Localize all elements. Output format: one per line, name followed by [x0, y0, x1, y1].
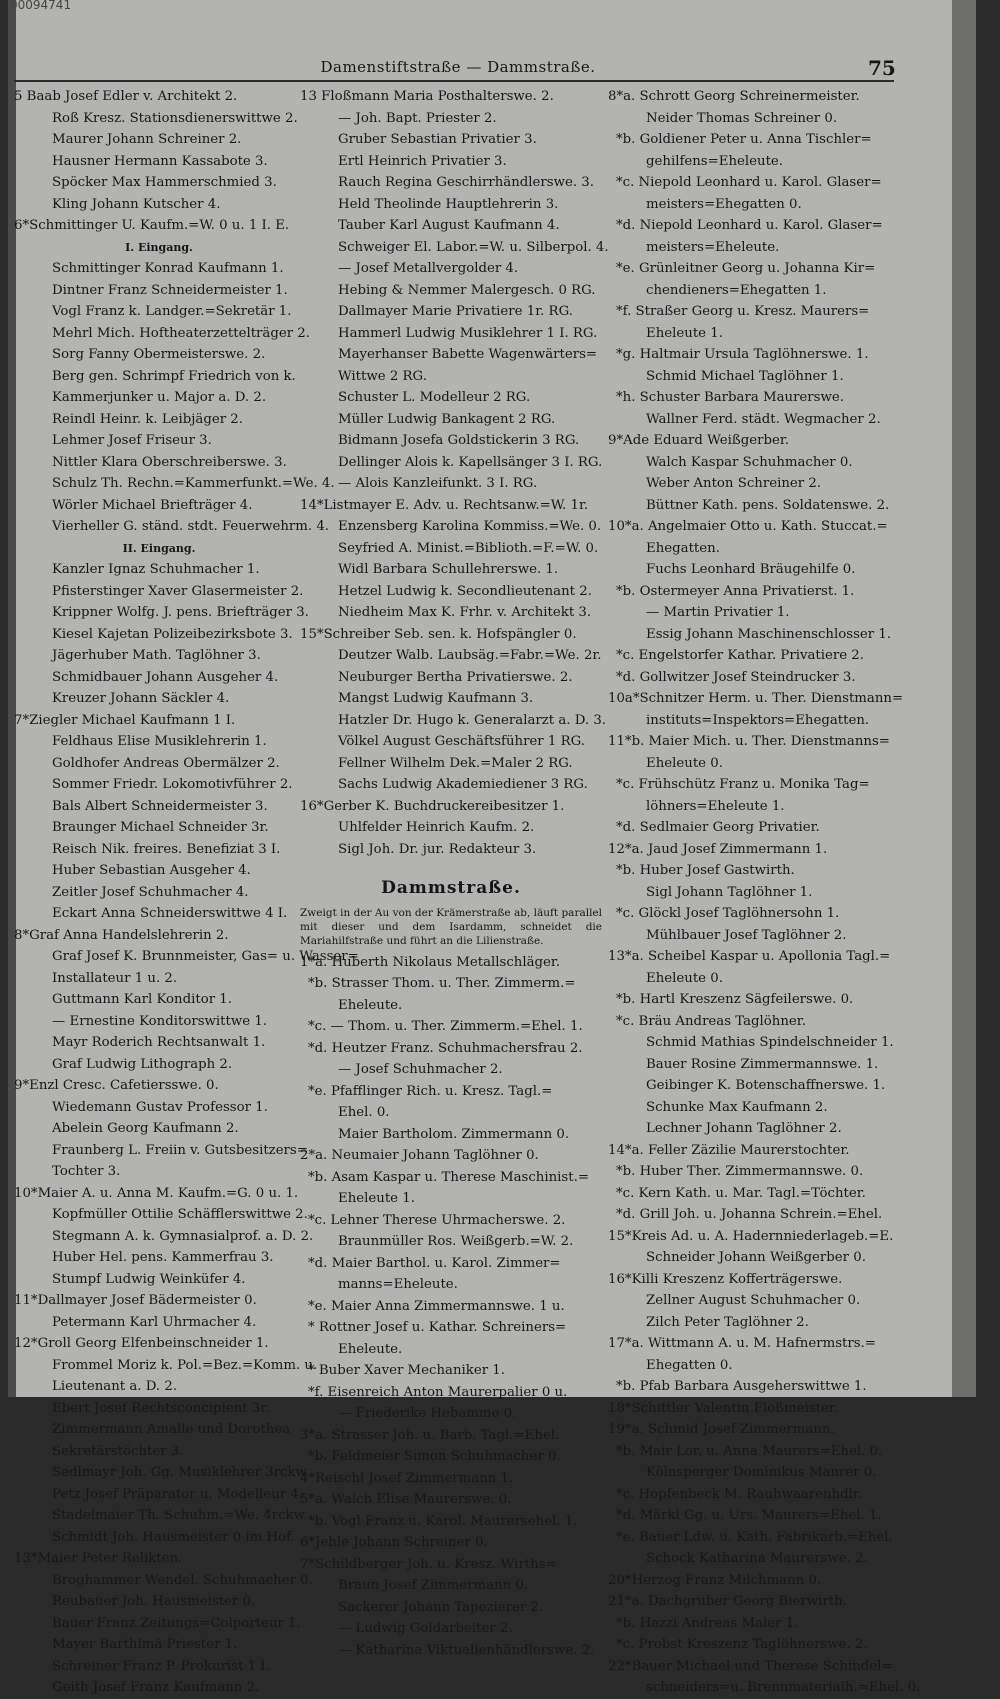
directory-entry: Essig Johann Maschinenschlosser 1. — [646, 626, 892, 642]
directory-entry: Fuchs Leonhard Bräugehilfe 0. — [646, 562, 856, 577]
directory-entry: Bals Albert Schneidermeister 3. — [52, 798, 268, 814]
directory-entry: 7*Schildberger Joh. u. Kresz. Wirths= — [300, 1556, 557, 1572]
column-2-bottom — [300, 952, 602, 1662]
directory-entry: *c. Frühschütz Franz u. Monika Tag= — [616, 777, 870, 792]
directory-entry: Ehegatten. — [646, 540, 720, 556]
directory-entry: Wittwe 2 RG. — [338, 368, 427, 384]
directory-entry: Ehegatten 0. — [646, 1357, 733, 1373]
directory-entry: Eheleute 1. — [338, 1191, 415, 1206]
directory-entry: Völkel August Geschäftsführer 1 RG. — [338, 734, 585, 749]
directory-entry: Braunmüller Ros. Weißgerb.=W. 2. — [338, 1234, 574, 1249]
directory-entry: *d. Grill Joh. u. Johanna Schrein.=Ehel. — [616, 1207, 883, 1222]
running-head: Damenstiftstraße — Dammstraße. — [320, 58, 596, 76]
street-title: Dammstraße. — [381, 878, 521, 898]
directory-entry: *h. Schuster Barbara Maurerswe. — [616, 390, 844, 405]
directory-entry: 18*Schittler Valentin Floßmeister. — [608, 1400, 838, 1416]
directory-entry: Kreuzer Johann Säckler 4. — [52, 691, 230, 706]
directory-entry: Maurer Johann Schreiner 2. — [52, 132, 242, 147]
directory-entry: Wallner Ferd. städt. Wegmacher 2. — [646, 411, 881, 427]
entrance-heading: II. Eingang. — [122, 541, 196, 555]
directory-entry: 7*Ziegler Michael Kaufmann 1 I. — [14, 712, 236, 728]
directory-entry: *b. Mair Lor. u. Anna Maurers=Ehel. 0. — [616, 1443, 883, 1459]
directory-entry: Goldhofer Andreas Obermälzer 2. — [52, 755, 280, 771]
directory-entry: 13 Floßmann Maria Posthalterswe. 2. — [300, 89, 554, 104]
directory-entry: Kling Johann Kutscher 4. — [52, 196, 221, 212]
directory-entry: Ertl Heinrich Privatier 3. — [338, 153, 507, 169]
directory-entry: Mehrl Mich. Hoftheaterzettelträger 2. — [52, 325, 310, 341]
directory-entry: Schuster L. Modelleur 2 RG. — [338, 390, 531, 405]
directory-entry: meisters=Ehegatten 0. — [646, 196, 802, 212]
directory-entry: Hatzler Dr. Hugo k. Generalarzt a. D. 3. — [338, 712, 607, 728]
directory-entry: *c. Probst Kreszenz Taglöhnerswe. 2. — [616, 1637, 868, 1652]
directory-entry: Walch Kaspar Schuhmacher 0. — [646, 454, 853, 470]
directory-entry: *c. Bräu Andreas Taglöhner. — [616, 1013, 806, 1029]
directory-entry: Installateur 1 u. 2. — [52, 970, 178, 986]
directory-entry: Krippner Wolfg. J. pens. Briefträger 3. — [52, 605, 309, 620]
directory-entry: — Joh. Bapt. Priester 2. — [338, 110, 497, 126]
directory-entry: 11*b. Maier Mich. u. Ther. Dienstmanns= — [608, 734, 890, 749]
directory-entry: Niedheim Max K. Frhr. v. Architekt 3. — [338, 605, 592, 620]
directory-entry: Kiesel Kajetan Polizeibezirksbote 3. — [52, 626, 293, 642]
directory-entry: 15*Schreiber Seb. sen. k. Hofspängler 0. — [300, 626, 577, 642]
directory-entry: Ehel. 0. — [338, 1105, 390, 1120]
directory-entry: instituts=Inspektors=Ehegatten. — [646, 712, 870, 728]
directory-entry: Eheleute 1. — [646, 325, 723, 341]
directory-entry: *e. Bauer Ldw. u. Kath. Fabrikarb.=Ehel. — [616, 1529, 893, 1545]
directory-entry: Eheleute. — [338, 1341, 403, 1357]
directory-entry: 10*Maier A. u. Anna M. Kaufm.=G. 0 u. 1. — [14, 1185, 299, 1201]
directory-entry: Gruber Sebastian Privatier 3. — [338, 132, 537, 147]
directory-entry: Hammerl Ludwig Musiklehrer 1 I. RG. — [338, 325, 598, 341]
directory-entry: Stumpf Ludwig Weinküfer 4. — [52, 1271, 246, 1287]
directory-entry: 3*a. Strasser Joh. u. Barb. Tagl.=Ehel. — [300, 1427, 560, 1443]
directory-entry: Braun Josef Zimmermann 0. — [338, 1578, 529, 1593]
directory-entry: *b. Hartl Kreszenz Sägfeilerswe. 0. — [616, 992, 854, 1007]
directory-entry: 20*Herzog Franz Milchmann 0. — [608, 1572, 822, 1588]
column-3 — [608, 86, 921, 1699]
directory-entry: Petz Josef Präparator u. Modelleur 4. — [52, 1486, 304, 1502]
directory-entry: Hebing & Nemmer Malergesch. 0 RG. — [338, 282, 596, 298]
directory-entry: Mayer Barthlmä Priester 1. — [52, 1637, 238, 1652]
directory-entry: Müller Ludwig Bankagent 2 RG. — [338, 411, 556, 427]
directory-entry: * Buber Xaver Mechaniker 1. — [308, 1363, 505, 1378]
directory-entry: *e. Pfafflinger Rich. u. Kresz. Tagl.= — [308, 1083, 553, 1099]
directory-entry: *c. Niepold Leonhard u. Karol. Glaser= — [616, 175, 882, 190]
directory-entry: Graf Ludwig Lithograph 2. — [52, 1056, 233, 1072]
directory-entry: *d. Maier Barthol. u. Karol. Zimmer= — [308, 1255, 561, 1271]
directory-entry: Wiedemann Gustav Professor 1. — [52, 1099, 268, 1115]
directory-entry: *b. Asam Kaspar u. Therese Maschinist.= — [308, 1169, 589, 1185]
column-2 — [300, 86, 609, 1661]
directory-entry: Uhlfelder Heinrich Kaufm. 2. — [338, 820, 535, 835]
directory-entry: Schneider Johann Weißgerber 0. — [646, 1250, 866, 1265]
directory-entry: *c. — Thom. u. Ther. Zimmerm.=Ehel. 1. — [308, 1019, 583, 1034]
directory-entry: Fellner Wilhelm Dek.=Maler 2 RG. — [338, 755, 573, 771]
directory-entry: Lehmer Josef Friseur 3. — [52, 433, 212, 448]
street-note: Zweigt in der Au von der Krämerstraße ab, läuft parallel mit dieser und dem Isardamm, schneidet die Mariahilfstraße und führt an die Lilienstraße. — [300, 906, 603, 947]
directory-entry: Kopfmüller Ottilie Schäfflerswittwe 2. — [52, 1207, 308, 1222]
directory-entry: 8*Graf Anna Handelslehrerin 2. — [14, 927, 229, 943]
directory-entry: Zilch Peter Taglöhner 2. — [646, 1314, 809, 1330]
directory-entry: Held Theolinde Hauptlehrerin 3. — [338, 196, 559, 212]
directory-entry: * Rottner Josef u. Kathar. Schreiners= — [308, 1320, 567, 1335]
directory-entry: 5*a. Walch Elise Maurerswe. 0. — [300, 1492, 512, 1507]
directory-entry: Kanzler Ignaz Schuhmacher 1. — [52, 562, 260, 577]
directory-entry: 16*Killi Kreszenz Kofferträgerswe. — [608, 1271, 843, 1287]
directory-entry: Abelein Georg Kaufmann 2. — [52, 1121, 239, 1136]
directory-entry: Sekretärstöchter 3. — [52, 1443, 184, 1459]
directory-entry: Neuburger Bertha Privatierswe. 2. — [338, 669, 573, 685]
directory-entry: Dallmayer Marie Privatiere 1r. RG. — [338, 304, 573, 319]
directory-entry: Schreiner Franz P. Prokurist 1 I. — [52, 1658, 270, 1674]
directory-entry: — Josef Metallvergolder 4. — [338, 261, 519, 276]
directory-entry: Neider Thomas Schreiner 0. — [646, 110, 838, 126]
header-rule — [14, 80, 894, 82]
directory-entry: Huber Hel. pens. Kammerfrau 3. — [52, 1250, 274, 1265]
page-id: 00094741 — [10, 0, 72, 12]
directory-entry: Reubauer Joh. Hausmeister 0. — [52, 1594, 256, 1609]
directory-entry: 14*a. Feller Zäzilie Maurerstochter. — [608, 1142, 850, 1158]
directory-entry: 10a*Schnitzer Herm. u. Ther. Dienstmann= — [608, 691, 904, 706]
directory-entry: Dintner Franz Schneidermeister 1. — [52, 282, 288, 298]
directory-entry: *b. Huber Josef Gastwirth. — [616, 863, 795, 878]
directory-entry: *d. Märkl Gg. u. Urs. Maurers=Ehel. 1. — [616, 1508, 882, 1523]
directory-entry: gehilfens=Eheleute. — [646, 153, 784, 169]
directory-entry: Lechner Johann Taglöhner 2. — [646, 1121, 842, 1136]
directory-entry: Reisch Nik. freires. Benefiziat 3 I. — [52, 841, 281, 857]
directory-entry: manns=Eheleute. — [338, 1277, 458, 1292]
directory-entry: Kammerjunker u. Major a. D. 2. — [52, 390, 267, 405]
directory-entry: schneiders=u. Brennmaterialh.=Ehel. 0. — [646, 1680, 921, 1695]
directory-entry: 8*a. Schrott Georg Schreinermeister. — [608, 89, 860, 104]
directory-entry: 5 Baab Josef Edler v. Architekt 2. — [14, 89, 238, 104]
directory-entry: 15*Kreis Ad. u. A. Hadernniederlageb.=E. — [608, 1228, 894, 1244]
directory-entry: Büttner Kath. pens. Soldatenswe. 2. — [646, 497, 890, 513]
column-2-top — [300, 86, 609, 860]
directory-entry: Nittler Klara Oberschreiberswe. 3. — [52, 454, 287, 470]
directory-entry: löhners=Eheleute 1. — [646, 798, 785, 814]
directory-entry: Schmidt Joh. Hausmeister 0 im Hof. — [52, 1529, 295, 1545]
directory-entry: 14*Listmayer E. Adv. u. Rechtsanw.=W. 1r. — [300, 497, 589, 513]
directory-entry: Hausner Hermann Kassabote 3. — [52, 153, 268, 169]
directory-entry: Huber Sebastian Ausgeher 4. — [52, 863, 251, 878]
directory-entry: Vierheller G. ständ. stdt. Feuerwehrm. 4. — [52, 519, 330, 534]
directory-entry: Sommer Friedr. Lokomotivführer 2. — [52, 777, 293, 792]
page-number: 75 — [868, 56, 896, 80]
column-1 — [14, 86, 359, 1699]
directory-entry: Guttmann Karl Konditor 1. — [52, 992, 232, 1007]
directory-entry: Zellner August Schuhmacher 0. — [646, 1293, 861, 1308]
directory-entry: Graf Josef K. Brunnmeister, Gas= u. Wasser= — [52, 949, 359, 964]
directory-entry: Weber Anton Schreiner 2. — [646, 476, 822, 491]
directory-entry: Geibinger K. Botenschaffnerswe. 1. — [646, 1078, 886, 1093]
entrance-heading: I. Eingang. — [125, 240, 193, 254]
directory-entry: Berg gen. Schrimpf Friedrich von k. — [52, 368, 296, 384]
directory-entry: *b. Hazzi Andreas Maler 1. — [616, 1615, 799, 1631]
directory-entry: Eheleute. — [338, 997, 403, 1013]
directory-entry: *c. Lehner Therese Uhrmacherswe. 2. — [308, 1212, 566, 1228]
directory-entry: Schmidbauer Johann Ausgeher 4. — [52, 669, 279, 685]
directory-entry: 11*Dallmayer Josef Bädermeister 0. — [14, 1293, 257, 1308]
directory-entry: *g. Haltmair Ursula Taglöhnerswe. 1. — [616, 347, 869, 362]
directory-entry: 10*a. Angelmaier Otto u. Kath. Stuccat.= — [608, 519, 888, 534]
directory-entry: Roß Kresz. Stationsdienerswittwe 2. — [52, 110, 298, 126]
directory-entry: Eckart Anna Schneiderswittwe 4 I. — [52, 906, 288, 921]
directory-entry: Eheleute 0. — [646, 755, 723, 771]
directory-entry: 21*a. Dachgruber Georg Bierwirth. — [608, 1594, 847, 1609]
directory-entry: Sorg Fanny Obermeisterswe. 2. — [52, 347, 266, 362]
directory-entry: *c. Hopfenbeck M. Rauhwaarenhdlr. — [616, 1486, 863, 1502]
directory-entry: 2*a. Neumaier Johann Taglöhner 0. — [300, 1148, 539, 1163]
directory-entry: Seyfried A. Minist.=Biblioth.=F.=W. 0. — [338, 540, 599, 556]
directory-entry: Hetzel Ludwig k. Secondlieutenant 2. — [338, 583, 592, 599]
directory-entry: — Friederike Hebamme 0. — [338, 1406, 517, 1421]
directory-entry: — Katharina Viktualienhändlerswe. 2. — [338, 1642, 595, 1658]
directory-entry: *b. Vogl Franz u. Karol. Maurersehel. 1. — [308, 1513, 578, 1529]
directory-entry: *d. Niepold Leonhard u. Karol. Glaser= — [616, 218, 883, 233]
directory-entry: — Martin Privatier 1. — [646, 605, 790, 620]
directory-entry: 6*Schmittinger U. Kaufm.=W. 0 u. 1 I. E. — [14, 218, 290, 233]
page-edge — [952, 0, 976, 1397]
directory-entry: — Ludwig Goldarbeiter 2. — [338, 1621, 513, 1636]
directory-entry: — Alois Kanzleifunkt. 3 I. RG. — [338, 476, 538, 491]
directory-entry: meisters=Eheleute. — [646, 239, 780, 255]
directory-entry: Jägerhuber Math. Taglöhner 3. — [52, 648, 261, 663]
directory-entry: 1*a. Huberth Nikolaus Metallschläger. — [300, 954, 561, 970]
directory-entry: 4*Reischl Josef Zimmermann 1. — [300, 1470, 514, 1486]
directory-entry: Sigl Johann Taglöhner 1. — [646, 884, 813, 900]
directory-entry: Enzensberg Karolina Kommiss.=We. 0. — [338, 519, 602, 534]
directory-entry: 12*Groll Georg Elfenbeinschneider 1. — [14, 1336, 269, 1351]
directory-entry: Mühlbauer Josef Taglöhner 2. — [646, 927, 847, 943]
directory-entry: Pfisterstinger Xaver Glasermeister 2. — [52, 583, 304, 599]
directory-entry: Sackerer Johann Tapezierer 2. — [338, 1599, 544, 1615]
directory-entry: Kölnsperger Dominikus Maurer 0. — [646, 1465, 877, 1480]
directory-entry: *b. Strasser Thom. u. Ther. Zimmerm.= — [308, 976, 576, 991]
directory-entry: 13*a. Scheibel Kaspar u. Apollonia Tagl.= — [608, 949, 891, 964]
directory-entry: Deutzer Walb. Laubsäg.=Fabr.=We. 2r. — [338, 648, 602, 663]
directory-entry: 12*a. Jaud Josef Zimmermann 1. — [608, 841, 828, 857]
directory-entry: Tochter 3. — [52, 1164, 121, 1179]
directory-entry: *c. Glöckl Josef Taglöhnersohn 1. — [616, 906, 840, 921]
directory-entry: Spöcker Max Hammerschmied 3. — [52, 175, 277, 190]
directory-entry: Tauber Karl August Kaufmann 4. — [338, 218, 560, 233]
directory-entry: — Josef Schuhmacher 2. — [338, 1062, 503, 1077]
directory-entry: 9*Ade Eduard Weißgerber. — [608, 433, 789, 448]
directory-entry: Schmittinger Konrad Kaufmann 1. — [52, 261, 284, 276]
directory-entry: Eheleute 0. — [646, 970, 723, 986]
directory-entry: Wörler Michael Briefträger 4. — [52, 497, 253, 513]
directory-entry: Bidmann Josefa Goldstickerin 3 RG. — [338, 433, 580, 448]
directory-entry: Feldhaus Elise Musiklehrerin 1. — [52, 734, 267, 749]
directory-entry: 22*Bauer Michael und Therese Schindel= — [608, 1658, 893, 1674]
directory-entry: *d. Gollwitzer Josef Steindrucker 3. — [616, 669, 856, 685]
directory-entry: Braunger Michael Schneider 3r. — [52, 820, 269, 835]
directory-entry: Bauer Rosine Zimmermannswe. 1. — [646, 1056, 879, 1072]
directory-entry: Bauer Franz Zeitungs=Colporteur 1. — [52, 1615, 301, 1631]
directory-entry: Widl Barbara Schullehrerswe. 1. — [338, 562, 559, 577]
directory-entry: Sigl Joh. Dr. jur. Redakteur 3. — [338, 841, 537, 857]
directory-entry: Dellinger Alois k. Kapellsänger 3 I. RG. — [338, 454, 603, 470]
directory-entry: 13*Maier Peter Relikten. — [14, 1551, 183, 1566]
directory-entry: Sachs Ludwig Akademiediener 3 RG. — [338, 777, 588, 792]
directory-entry: 6*Jehle Johann Schreiner 0. — [300, 1535, 488, 1550]
directory-entry: 16*Gerber K. Buchdruckereibesitzer 1. — [300, 798, 565, 814]
directory-entry: Vogl Franz k. Landger.=Sekretär 1. — [52, 304, 292, 319]
directory-entry: Rauch Regina Geschirrhändlerswe. 3. — [338, 175, 594, 190]
directory-entry: Fraunberg L. Freiin v. Gutsbesitzers= — [52, 1142, 308, 1158]
directory-entry: Mangst Ludwig Kaufmann 3. — [338, 691, 534, 706]
directory-entry: *e. Maier Anna Zimmermannswe. 1 u. — [308, 1298, 565, 1314]
directory-entry: *c. Engelstorfer Kathar. Privatiere 2. — [616, 648, 864, 663]
directory-entry: *f. Straßer Georg u. Kresz. Maurers= — [616, 304, 870, 319]
directory-entry: Schock Katharina Maurerswe. 2. — [646, 1551, 868, 1566]
directory-entry: *d. Sedlmaier Georg Privatier. — [616, 820, 820, 835]
directory-entry: Frommel Moriz k. Pol.=Bez.=Komm. u. — [52, 1357, 318, 1373]
directory-entry: Schmid Mathias Spindelschneider 1. — [646, 1035, 894, 1050]
directory-entry: Mayr Roderich Rechtsanwalt 1. — [52, 1035, 266, 1050]
directory-entry: Schunke Max Kaufmann 2. — [646, 1099, 828, 1115]
directory-entry: *e. Grünleitner Georg u. Johanna Kir= — [616, 261, 876, 276]
directory-entry: *b. Pfab Barbara Ausgeherswittwe 1. — [616, 1379, 867, 1394]
directory-entry: Mayerhanser Babette Wagenwärters= — [338, 347, 598, 362]
directory-page — [8, 0, 976, 1695]
directory-entry: *f. Eisenreich Anton Maurerpalier 0 u. — [308, 1384, 568, 1400]
directory-entry: Zeitler Josef Schuhmacher 4. — [52, 884, 249, 900]
directory-entry: chendieners=Ehegatten 1. — [646, 282, 827, 298]
directory-entry: Sedlmayr Joh. Gg. Musiklehrer 3rckw. — [52, 1465, 310, 1480]
directory-entry: Schmid Michael Taglöhner 1. — [646, 368, 844, 384]
directory-entry: — Ernestine Konditorswittwe 1. — [52, 1013, 268, 1029]
directory-entry: *b. Huber Ther. Zimmermannswe. 0. — [616, 1164, 864, 1179]
directory-entry: Petermann Karl Uhrmacher 4. — [52, 1314, 257, 1330]
directory-entry: Stadelmaier Th. Schuhm.=We. 4rckw. — [52, 1508, 308, 1523]
directory-entry: *c. Kern Kath. u. Mar. Tagl.=Töchter. — [616, 1185, 866, 1201]
directory-entry: Maier Bartholom. Zimmermann 0. — [338, 1126, 570, 1142]
directory-entry: 17*a. Wittmann A. u. M. Hafnermstrs.= — [608, 1336, 876, 1351]
directory-entry: Lieutenant a. D. 2. — [52, 1379, 178, 1394]
directory-entry: Reindl Heinr. k. Leibjäger 2. — [52, 411, 243, 427]
directory-entry: Zimmermann Amalie und Dorothea — [52, 1422, 291, 1437]
directory-entry: Broghammer Wendel. Schuhmacher 0. — [52, 1572, 313, 1588]
directory-entry: Ebert Josef Rechtsconcipient 3r. — [52, 1400, 270, 1416]
directory-entry: 19*a. Schmid Josef Zimmermann. — [608, 1422, 835, 1437]
directory-entry: *b. Ostermeyer Anna Privatierst. 1. — [616, 583, 855, 599]
directory-entry: 9*Enzl Cresc. Cafetiersswe. 0. — [14, 1078, 219, 1093]
directory-entry: Stegmann A. k. Gymnasialprof. a. D. 2. — [52, 1228, 314, 1244]
directory-entry: *b. Goldiener Peter u. Anna Tischler= — [616, 132, 872, 147]
directory-entry: Schweiger El. Labor.=W. u. Silberpol. 4. — [338, 239, 609, 255]
directory-entry: *b. Feldmeier Simon Schuhmacher 0. — [308, 1449, 561, 1464]
directory-entry: Schulz Th. Rechn.=Kammerfunkt.=We. 4. — [52, 476, 335, 491]
directory-entry: Geith Josef Franz Kaufmann 2. — [52, 1680, 260, 1695]
directory-entry: *d. Heutzer Franz. Schuhmachersfrau 2. — [308, 1040, 583, 1056]
